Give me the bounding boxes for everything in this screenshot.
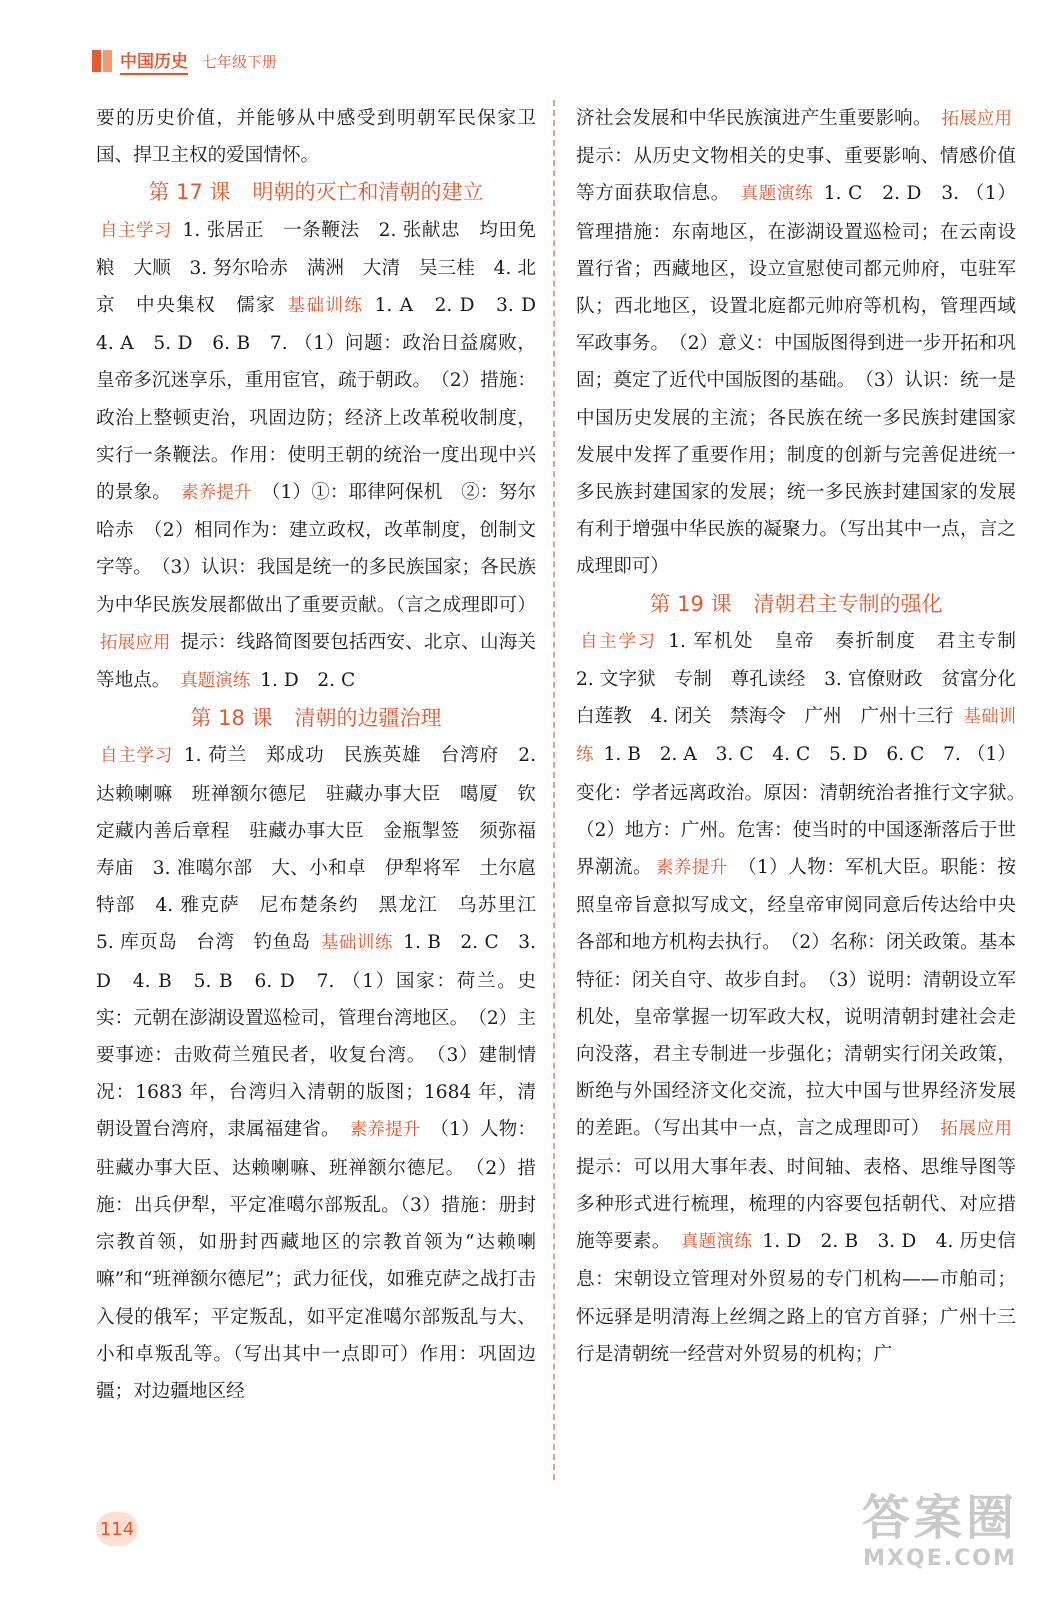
literacy-text: （1）①：耶律阿保机 ②：努尔哈赤 （2）相同作为：建立政权，改革制度，创制文字等。 （3）认识：我国是统一的多民族国家；各民族为中华民族发展都做出了重要贡献。（言之成理即可）: [96, 482, 536, 616]
basic-training-text: 1. A 2. D 3. D 4. A 5. D 6. B 7. （1）问题：政治日益腐败，皇帝多沉迷享乐，重用宦官，疏于朝政。 （2）措施：政治上整顿吏治，巩固边防；经济上改革税收制度，实行一条鞭法。作用：使明王朝的统治一度出现中兴的景象。: [96, 295, 555, 504]
lesson-17-number: 第 17 课: [148, 180, 231, 205]
lesson-17-heading: [96, 174, 536, 211]
literacy-label: 素养提升: [181, 483, 252, 504]
exam-label: 真题演练: [180, 671, 251, 692]
exam-text: 1. D 2. C: [254, 670, 356, 692]
literacy-text: （1）人物：驻藏办事大臣、达赖喇嘛、班禅额尔德尼。 （2）措施：出兵伊犁，平定准噶尔部叛乱。（3）措施：册封宗教首领，如册封西藏地区的宗教首领为“达赖喇嘛”和“班禅额尔德尼”；武力征伐，如雅克萨之战打击入侵的俄军；平定叛乱，如平定准噶尔部叛乱与大、小和卓叛乱等。（写出其中一点即可）作用：巩固边疆；对边疆地区经: [96, 1119, 536, 1402]
lesson-19-heading: [576, 586, 1016, 623]
expand-text: 提示：从历史文物相关的史事、重要影响、情感价值等方面获取信息。: [576, 146, 1016, 205]
expand-label: 拓展应用: [941, 109, 1012, 129]
expand-label: 拓展应用: [940, 1119, 1012, 1140]
exam-label: 真题演练: [680, 1232, 753, 1253]
continued-answers: [576, 100, 1016, 586]
self-study-label: 自主学习: [100, 746, 174, 767]
expand-label: 拓展应用: [100, 632, 171, 653]
lesson-17-answers: [96, 212, 555, 701]
self-study-text: 1. 张居正 一条鞭法 2. 张献忠 均田免粮 大顺 3. 努尔哈赤 满洲 大清 吴三桂 4. 北京 中央集权 儒家: [96, 219, 537, 317]
lesson-19-number: 第 19 课: [649, 591, 732, 616]
header-grade: 七年级下册: [202, 52, 278, 71]
self-study-text: 1. 荷兰 郑成功 民族英雄 台湾府 2. 达赖喇嘛 班禅额尔德尼 驻藏办事大臣 噶厦 钦定藏内善后章程 驻藏办事大臣 金瓶掣签 须弥福寿庙 3. 准噶尔部 大、小和卓 伊犁将军 土尔扈特部 4. 雅克萨 尼布楚条约 黑龙江 乌苏里江 5. 库页岛 台湾 钓鱼岛: [96, 745, 555, 954]
lesson-17-title: 明朝的灭亡和清朝的建立: [252, 180, 484, 205]
basic-training-text: 1. B 2. A 3. C 4. C 5. D 6. C 7. （1）变化：学者远离政治。原因：清朝统治者推行文字狱。 （2）地方：广州。危害：使当时的中国逐渐落后于世界潮流。: [576, 744, 1035, 879]
expand-text: 提示：线路简图要包括西安、北京、山海关等地点。: [96, 631, 537, 692]
self-study-text: 1. 军机处 皇帝 奏折制度 君主专制 2. 文字狱 专制 尊孔读经 3. 官僚财政 贫富分化 白莲教 4. 闭关 禁海令 广州 广州十三行: [576, 630, 1035, 728]
lesson-18-number: 第 18 课: [190, 706, 273, 731]
right-column: [576, 100, 1035, 1373]
basic-training-label: 基础训练: [576, 707, 1017, 766]
page-header: [92, 46, 277, 76]
literacy-label: 素养提升: [656, 858, 728, 879]
lesson-18-title: 清朝的边疆治理: [294, 706, 442, 731]
lesson-18-heading: [96, 700, 536, 737]
basic-training-label: 基础训练: [287, 296, 364, 317]
header-subject: 中国历史: [120, 47, 188, 75]
expand-text: 提示：可以用大事年表、时间轴、表格、思维导图等多种形式进行梳理，梳理的内容要包括朝代、对应措施等要素。: [576, 1156, 1016, 1253]
lesson-19-answers: [576, 623, 1035, 1373]
lesson-18-answers: [96, 737, 555, 1410]
exam-text: 1. C 2. D 3. （1）管理措施：东南地区，在澎湖设置巡检司；在云南设置行省；西藏地区，设立宣慰使司都元帅府，屯驻军队；西北地区，设置北庭都元帅府等机构，管理西域军政事务。 （2）意义：中国版图得到进一步开拓和巩固；奠定了近代中国版图的基础。 （3）认识：统一是中国历史发展的主流；各民族在统一多民族封建国家发展中发挥了重要作用；制度的创新与完善促进统一多民族封建国家的发展；统一多民族封建国家的发展有利于增强中华民族的凝聚力。（写出其中一点，言之成理即可）: [576, 183, 1017, 578]
page-number: 114: [96, 1512, 138, 1546]
continued-text: 济社会发展和中华民族演进产生重要影响。: [576, 108, 938, 129]
watermark-logo: 答案圈: [862, 1490, 1019, 1546]
intro-paragraph: 要的历史价值，并能够从中感受到明朝军民保家卫国、捍卫主权的爱国情怀。: [96, 108, 536, 167]
basic-training-text: 1. B 2. C 3. D 4. B 5. B 6. D 7. （1）国家：荷兰。史实：元朝在澎湖设置巡检司，管理台湾地区。 （2）主要事迹：击败荷兰殖民者，收复台湾。 （3）建制情况：1683 年，台湾归入清朝的版图；1684 年，清朝设置台湾府，隶属福建省。: [96, 932, 537, 1141]
watermark-url: MXQE.COM: [863, 1546, 1017, 1571]
literacy-label: 素养提升: [349, 1120, 421, 1141]
self-study-label: 自主学习: [580, 631, 657, 652]
watermark: [862, 1490, 1018, 1572]
header-logo-icon: [92, 50, 112, 72]
column-divider: [553, 100, 555, 1480]
self-study-label: 自主学习: [100, 220, 173, 241]
exam-text: 1. D 2. B 3. D 4. 历史信息：宋朝设立管理对外贸易的专门机构——市舶司；怀远驿是明清海上丝绸之路上的官方首驿；广州十三行是清朝统一经营对外贸易的机构；广: [576, 1231, 1016, 1365]
exam-label: 真题演练: [740, 184, 814, 205]
literacy-text: （1）人物：军机大臣。职能：按照皇帝旨意拟写成文，经皇帝审阅同意后传达给中央各部和地方机构去执行。 （2）名称：闭关政策。基本特征：闭关自守、故步自封。 （3）说明：清朝设立军机处，皇帝掌握一切军政大权，说明清朝封建社会走向没落，君主专制进一步强化；清朝实行闭关政策，断绝与外国经济文化交流，拉大中国与世界经济发展的差距。（写出其中一点，言之成理即可）: [576, 857, 1016, 1140]
basic-training-label: 基础训练: [320, 933, 393, 954]
lesson-19-title: 清朝君主专制的强化: [753, 591, 943, 616]
left-column: [96, 100, 555, 1410]
